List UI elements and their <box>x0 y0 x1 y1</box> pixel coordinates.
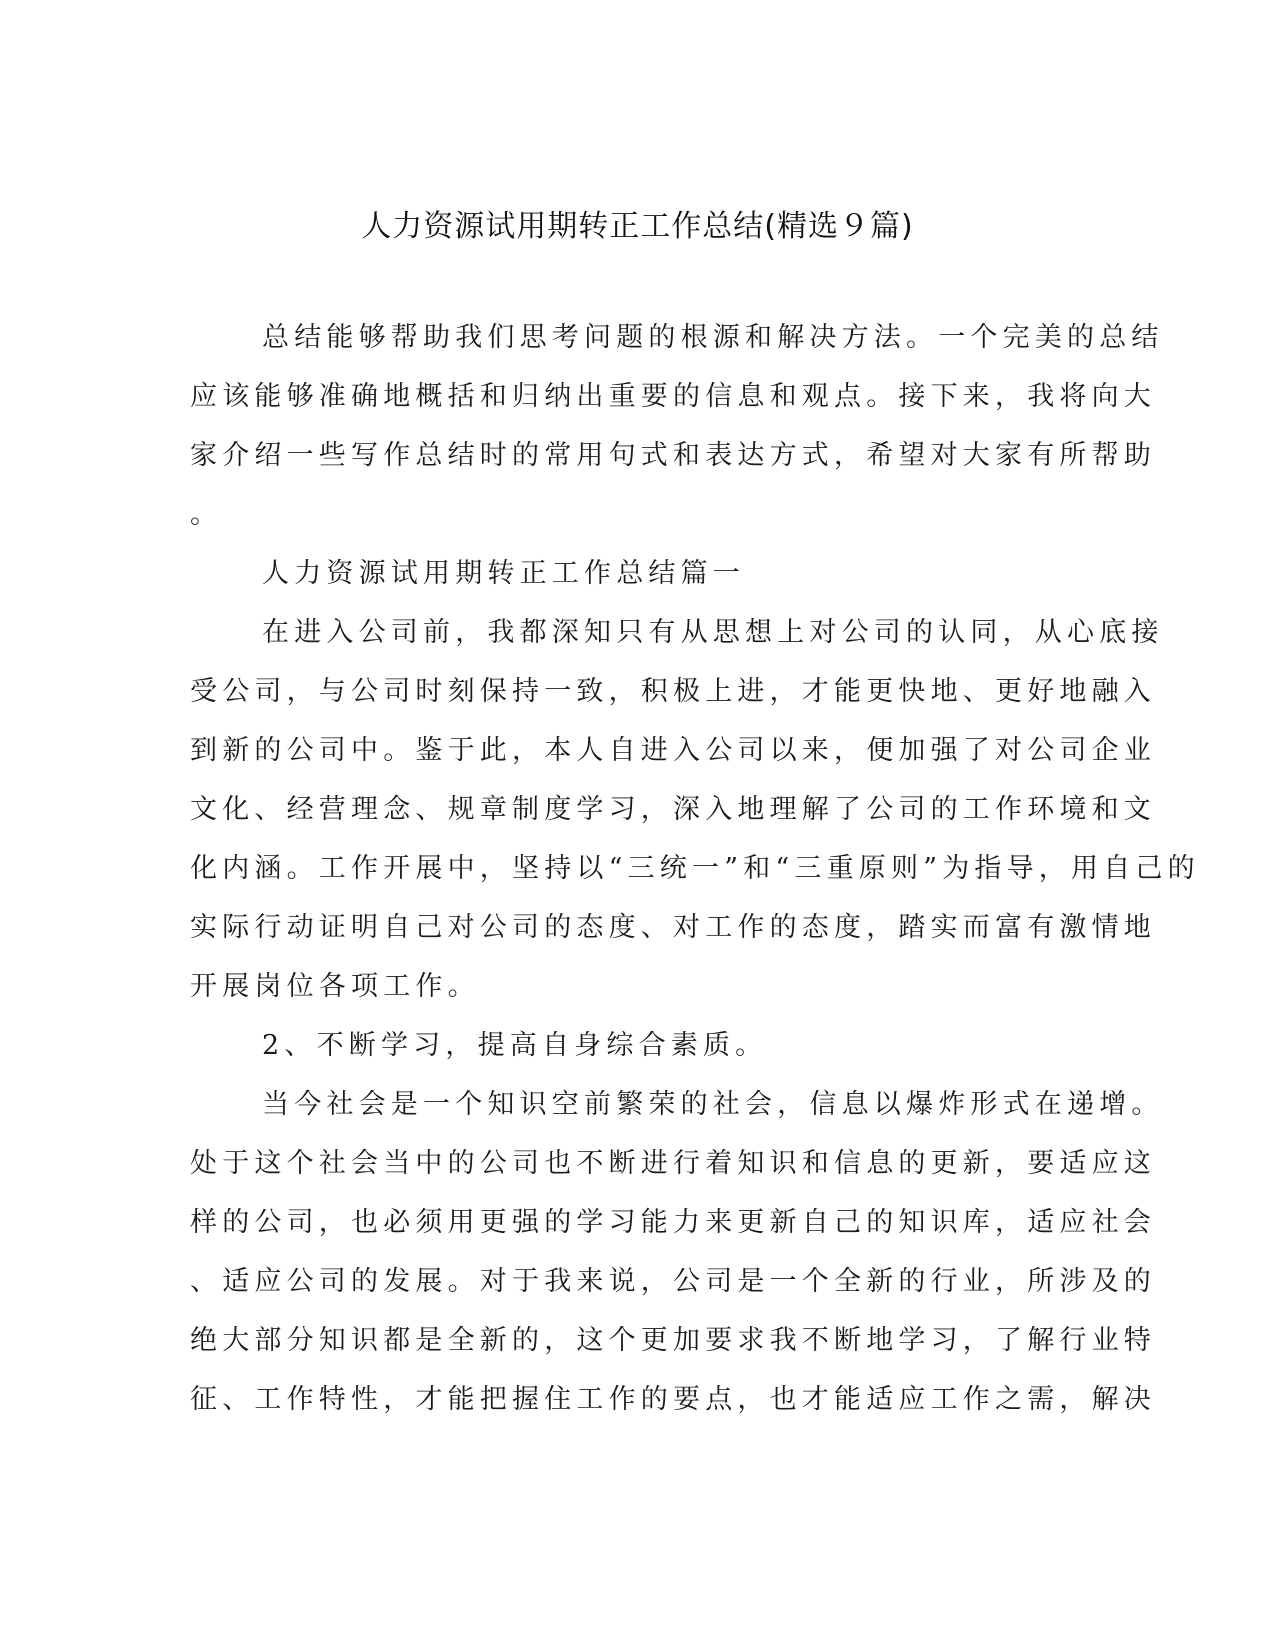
paragraph-line: 实际行动证明自己对公司的态度、对工作的态度，踏实而富有激情地 <box>190 912 1156 943</box>
paragraph-line: 处于这个社会当中的公司也不断进行着知识和信息的更新，要适应这 <box>190 1148 1156 1179</box>
paragraph-line: 样的公司，也必须用更强的学习能力来更新自己的知识库，适应社会 <box>190 1207 1156 1238</box>
paragraph-line: 文化、经营理念、规章制度学习，深入地理解了公司的工作环境和文 <box>190 794 1156 825</box>
paragraph-line: 到新的公司中。鉴于此，本人自进入公司以来，便加强了对公司企业 <box>190 735 1156 766</box>
paragraph-line: 化内涵。工作开展中，坚持以“三统一”和“三重原则”为指导，用自己的 <box>190 853 1200 884</box>
paragraph-line: 开展岗位各项工作。 <box>190 971 480 1002</box>
paragraph-line: 。 <box>190 499 223 530</box>
paragraph-line: 总结能够帮助我们思考问题的根源和解决方法。一个完美的总结 <box>262 322 1164 353</box>
paragraph-line: 应该能够准确地概括和归纳出重要的信息和观点。接下来，我将向大 <box>190 381 1156 412</box>
section-heading: 人力资源试用期转正工作总结篇一 <box>262 558 745 589</box>
paragraph-line: 征、工作特性，才能把握住工作的要点，也才能适应工作之需，解决 <box>190 1384 1156 1415</box>
paragraph-line: 家介绍一些写作总结时的常用句式和表达方式，希望对大家有所帮助 <box>190 440 1156 471</box>
paragraph-line: 、适应公司的发展。对于我来说，公司是一个全新的行业，所涉及的 <box>190 1266 1156 1297</box>
paragraph-line: 受公司，与公司时刻保持一致，积极上进，才能更快地、更好地融入 <box>190 676 1156 707</box>
paragraph-line: 在进入公司前，我都深知只有从思想上对公司的认同，从心底接 <box>262 617 1164 648</box>
paragraph-line: 当今社会是一个知识空前繁荣的社会，信息以爆炸形式在递增。 <box>262 1089 1164 1120</box>
paragraph-line: 绝大部分知识都是全新的，这个更加要求我不断地学习，了解行业特 <box>190 1325 1156 1356</box>
numbered-heading: 2、不断学习，提高自身综合素质。 <box>262 1030 768 1061</box>
document-title: 人力资源试用期转正工作总结(精选９篇) <box>361 209 914 244</box>
